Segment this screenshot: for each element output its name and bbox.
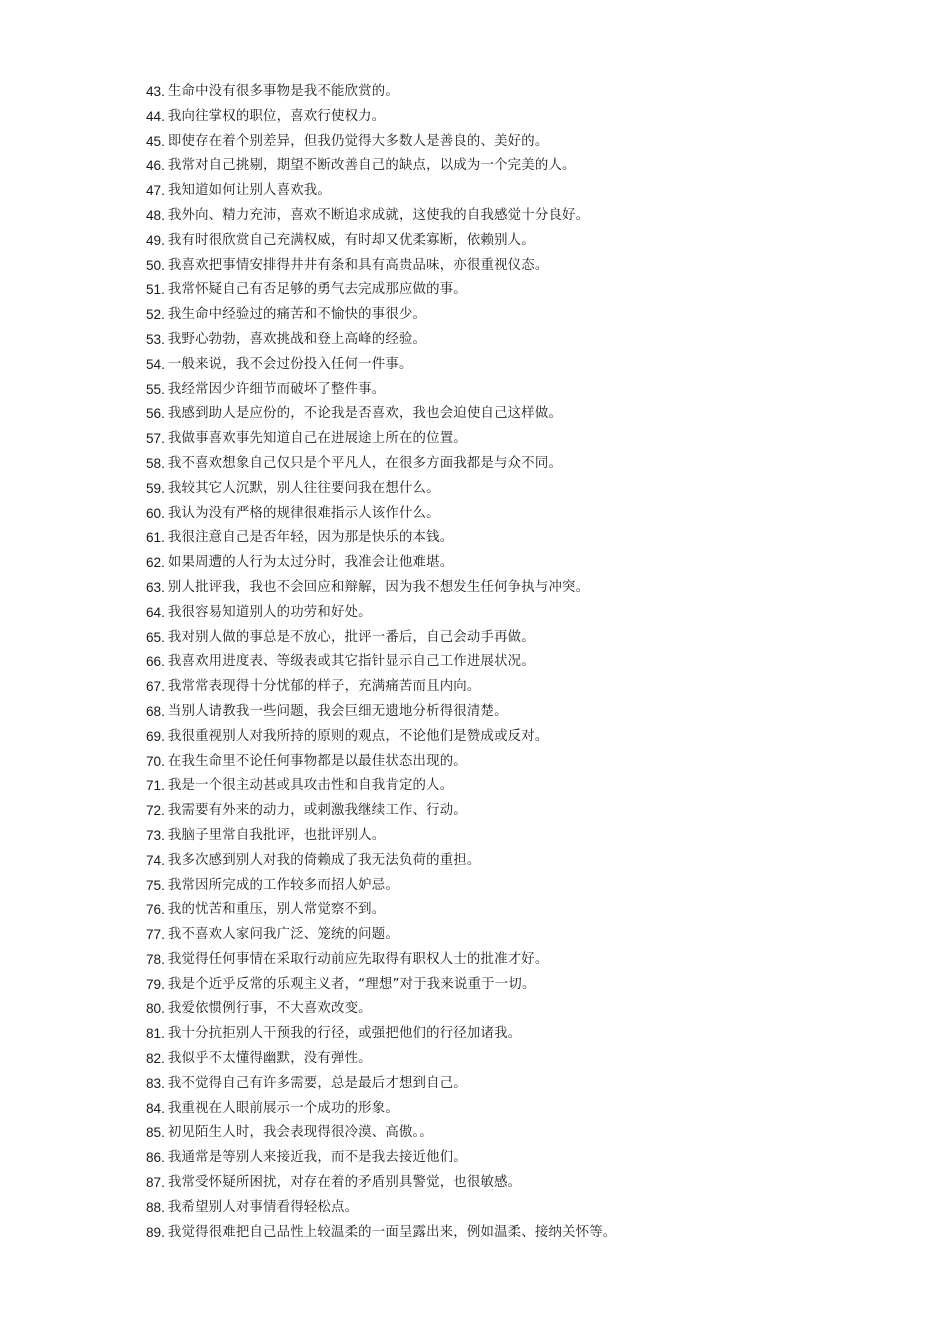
- item-number: 85.: [146, 1125, 165, 1141]
- item-text: 我喜欢用进度表、等级表或其它指针显示自己工作进展状况。: [167, 654, 535, 670]
- item-text: 我是个近乎反常的乐观主义者，“理想”对于我来说重于一切。: [167, 976, 536, 992]
- item-number: 66.: [146, 654, 165, 670]
- item-number: 79.: [146, 976, 165, 992]
- item-text: 我常怀疑自己有否足够的勇气去完成那应做的事。: [167, 282, 467, 298]
- list-item: [146, 898, 926, 923]
- list-item: [146, 973, 926, 998]
- item-number: 88.: [146, 1199, 165, 1215]
- item-number: 89.: [146, 1224, 165, 1240]
- item-text: 我有时很欣赏自己充满权威，有时却又优柔寡断，依赖别人。: [167, 232, 535, 248]
- list-item: [146, 675, 926, 700]
- item-text: 我常常表现得十分忧郁的样子，充满痛苦而且内向。: [167, 679, 481, 695]
- item-text: 我觉得任何事情在采取行动前应先取得有职权人士的批准才好。: [167, 951, 549, 967]
- item-text: 我野心勃勃，喜欢挑战和登上高峰的经验。: [167, 331, 427, 347]
- list-item: [146, 402, 926, 427]
- item-text: 我脑子里常自我批评，也批评别人。: [167, 827, 386, 843]
- list-item: [146, 874, 926, 899]
- list-item: [146, 700, 926, 725]
- item-text: 我不喜欢人家问我广泛、笼统的问题。: [167, 927, 399, 943]
- item-number: 83.: [146, 1075, 165, 1091]
- item-number: 70.: [146, 753, 165, 769]
- item-number: 76.: [146, 902, 165, 918]
- item-number: 81.: [146, 1026, 165, 1042]
- list-item: [146, 948, 926, 973]
- list-item: [146, 799, 926, 824]
- questionnaire-list: [146, 80, 926, 1245]
- item-text: 我常受怀疑所困扰，对存在着的矛盾别具警觉，也很敏感。: [167, 1175, 522, 1191]
- item-text: 我似乎不太懂得幽默，没有弹性。: [167, 1051, 372, 1067]
- list-item: [146, 80, 926, 105]
- item-number: 61.: [146, 530, 165, 546]
- item-number: 82.: [146, 1051, 165, 1067]
- list-item: [146, 1022, 926, 1047]
- item-text: 我生命中经验过的痛苦和不愉快的事很少。: [167, 307, 427, 323]
- item-text: 我认为没有严格的规律很难指示人该作什么。: [167, 505, 440, 521]
- item-text: 我通常是等别人来接近我，而不是我去接近他们。: [167, 1150, 467, 1166]
- list-item: [146, 452, 926, 477]
- item-number: 59.: [146, 480, 165, 496]
- item-number: 49.: [146, 232, 165, 248]
- item-number: 67.: [146, 679, 165, 695]
- item-number: 73.: [146, 827, 165, 843]
- item-number: 72.: [146, 803, 165, 819]
- item-text: 初见陌生人时，我会表现得很冷漠、高傲。。: [167, 1125, 434, 1141]
- item-number: 65.: [146, 629, 165, 645]
- list-item: [146, 130, 926, 155]
- list-item: [146, 204, 926, 229]
- list-item: [146, 526, 926, 551]
- item-text: 我十分抗拒别人干预我的行径，或强把他们的行径加诸我。: [167, 1026, 522, 1042]
- item-number: 51.: [146, 282, 165, 298]
- item-text: 我希望别人对事情看得轻松点。: [167, 1199, 359, 1215]
- list-item: [146, 154, 926, 179]
- list-item: [146, 1146, 926, 1171]
- item-text: 我不觉得自己有许多需要，总是最后才想到自己。: [167, 1075, 467, 1091]
- item-text: 如果周遭的人行为太过分时，我准会让他难堪。: [167, 555, 454, 571]
- item-text: 当别人请教我一些问题，我会巨细无遗地分析得很清楚。: [167, 703, 508, 719]
- item-number: 63.: [146, 579, 165, 595]
- item-text: 我很容易知道别人的功劳和好处。: [167, 604, 372, 620]
- item-text: 我是一个很主动甚或具攻击性和自我肯定的人。: [167, 778, 454, 794]
- item-number: 52.: [146, 307, 165, 323]
- list-item: [146, 502, 926, 527]
- item-text: 一般来说，我不会过份投入任何一件事。: [167, 356, 413, 372]
- item-text: 我常对自己挑剔，期望不断改善自己的缺点，以成为一个完美的人。: [167, 158, 576, 174]
- item-number: 57.: [146, 431, 165, 447]
- list-item: [146, 576, 926, 601]
- item-text: 我外向、精力充沛，喜欢不断追求成就，这使我的自我感觉十分良好。: [167, 207, 590, 223]
- item-number: 74.: [146, 852, 165, 868]
- item-text: 我向往掌权的职位，喜欢行使权力。: [167, 108, 386, 124]
- list-item: [146, 254, 926, 279]
- item-text: 我对别人做的事总是不放心，批评一番后，自己会动手再做。: [167, 629, 535, 645]
- list-item: [146, 1196, 926, 1221]
- list-item: [146, 849, 926, 874]
- item-number: 43.: [146, 84, 165, 99]
- item-number: 62.: [146, 555, 165, 571]
- item-number: 46.: [146, 158, 165, 174]
- list-item: [146, 601, 926, 626]
- item-number: 56.: [146, 406, 165, 422]
- list-item: [146, 824, 926, 849]
- item-number: 78.: [146, 951, 165, 967]
- item-number: 53.: [146, 331, 165, 347]
- item-number: 44.: [146, 108, 165, 124]
- list-item: [146, 650, 926, 675]
- item-number: 48.: [146, 207, 165, 223]
- list-item: [146, 1221, 926, 1246]
- item-number: 84.: [146, 1100, 165, 1116]
- list-item: [146, 105, 926, 130]
- item-number: 54.: [146, 356, 165, 372]
- item-number: 45.: [146, 133, 165, 149]
- item-text: 我做事喜欢事先知道自己在进展途上所在的位置。: [167, 431, 467, 447]
- item-number: 58.: [146, 455, 165, 471]
- item-text: 我需要有外来的动力，或刺激我继续工作、行动。: [167, 803, 467, 819]
- item-number: 80.: [146, 1001, 165, 1017]
- item-number: 71.: [146, 778, 165, 794]
- item-text: 我知道如何让别人喜欢我。: [167, 183, 331, 199]
- list-item: [146, 923, 926, 948]
- list-item: [146, 551, 926, 576]
- list-item: [146, 1072, 926, 1097]
- item-text: 我爱依惯例行事，不大喜欢改变。: [167, 1001, 372, 1017]
- item-text: 我感到助人是应份的，不论我是否喜欢，我也会迫使自己这样做。: [167, 406, 563, 422]
- list-item: [146, 774, 926, 799]
- item-text: 我喜欢把事情安排得井井有条和具有高贵品味，亦很重视仪态。: [167, 257, 549, 273]
- item-text: 我经常因少许细节而破坏了整件事。: [167, 381, 386, 397]
- list-item: [146, 750, 926, 775]
- list-item: [146, 427, 926, 452]
- list-item: [146, 378, 926, 403]
- list-item: [146, 229, 926, 254]
- list-item: [146, 997, 926, 1022]
- list-item: [146, 477, 926, 502]
- item-number: 47.: [146, 183, 165, 199]
- list-item: [146, 179, 926, 204]
- item-text: 我常因所完成的工作较多而招人妒忌。: [167, 877, 399, 893]
- item-text: 我的忧苦和重压，别人常觉察不到。: [167, 902, 386, 918]
- item-number: 86.: [146, 1150, 165, 1166]
- list-item: [146, 328, 926, 353]
- list-item: [146, 725, 926, 750]
- item-number: 69.: [146, 728, 165, 744]
- item-number: 50.: [146, 257, 165, 273]
- item-text: 在我生命里不论任何事物都是以最佳状态出现的。: [167, 753, 467, 769]
- list-item: [146, 1171, 926, 1196]
- list-item: [146, 278, 926, 303]
- item-text: 我很重视别人对我所持的原则的观点，不论他们是赞成或反对。: [167, 728, 549, 744]
- item-text: 我觉得很难把自己品性上较温柔的一面呈露出来，例如温柔、接纳关怀等。: [167, 1224, 617, 1240]
- item-text: 生命中没有很多事物是我不能欣赏的。: [167, 84, 399, 99]
- list-item: [146, 1047, 926, 1072]
- item-text: 我多次感到别人对我的倚赖成了我无法负荷的重担。: [167, 852, 481, 868]
- list-item: [146, 626, 926, 651]
- item-number: 77.: [146, 927, 165, 943]
- item-number: 55.: [146, 381, 165, 397]
- item-number: 87.: [146, 1175, 165, 1191]
- item-text: 我较其它人沉默，别人往往要问我在想什么。: [167, 480, 440, 496]
- item-number: 60.: [146, 505, 165, 521]
- item-number: 75.: [146, 877, 165, 893]
- item-number: 68.: [146, 703, 165, 719]
- item-text: 我不喜欢想象自己仅只是个平凡人，在很多方面我都是与众不同。: [167, 455, 563, 471]
- item-text: 别人批评我，我也不会回应和辩解，因为我不想发生任何争执与冲突。: [167, 579, 590, 595]
- list-item: [146, 303, 926, 328]
- item-text: 即使存在着个别差异，但我仍觉得大多数人是善良的、美好的。: [167, 133, 549, 149]
- list-item: [146, 1097, 926, 1122]
- list-item: [146, 353, 926, 378]
- item-text: 我重视在人眼前展示一个成功的形象。: [167, 1100, 399, 1116]
- item-text: 我很注意自己是否年轻，因为那是快乐的本钱。: [167, 530, 454, 546]
- item-number: 64.: [146, 604, 165, 620]
- list-item: [146, 1121, 926, 1146]
